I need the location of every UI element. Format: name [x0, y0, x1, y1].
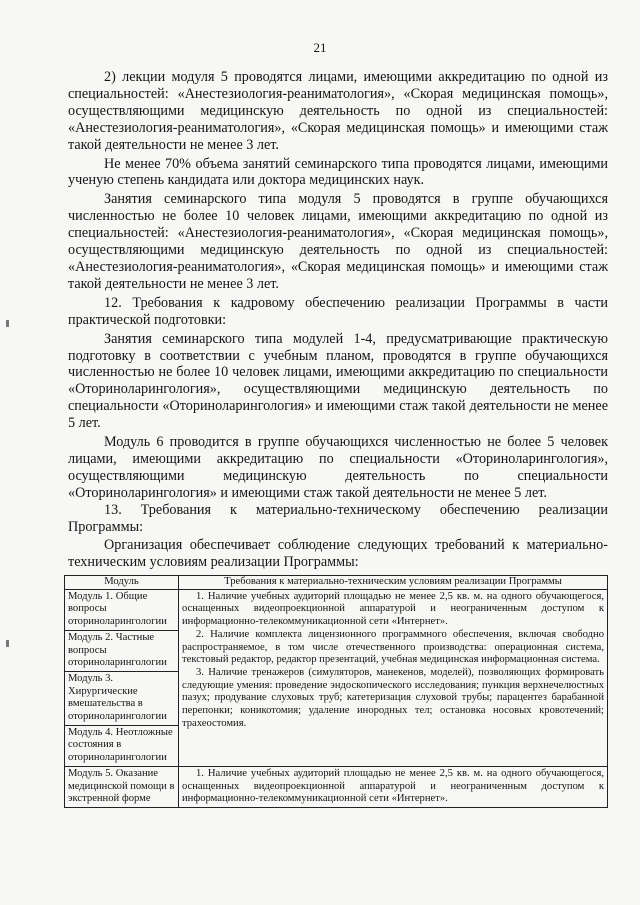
table-header-row — [65, 576, 608, 590]
module-4: Модуль 4. Неотложные состояния в оториноларингологии — [68, 726, 173, 764]
requirements-cell — [179, 589, 608, 766]
paragraph-lectures-module5: 2) лекции модуля 5 проводятся лицами, имеющими аккредитацию по одной из специальностей: «Анестезиология-реаниматология», «Скорая медицинская помощь», осуществляющими медицинскую деятельность по одной из специальностей: «Анестезиология-реаниматология», «Скорая медицинская помощь» и имеющими стаж такой деятельности не менее 3 лет. — [68, 69, 608, 153]
requirement-classrooms: 1. Наличие учебных аудиторий площадью не менее 2,5 кв. м. на одного обучающегося, оснащенных видеопроекционной аппаратурой и неограниченным доступом к информационно-телекоммуникационной сети «Интернет». — [182, 590, 604, 628]
paragraph-section-13-heading: 13. Требования к материально-техническому обеспечению реализации Программы: — [68, 501, 608, 535]
paragraph-module6: Модуль 6 проводится в группе обучающихся численностью не более 5 человек лицами, имеющими аккредитацию по специальности «Оториноларингология», осуществляющими медицинскую деятельность по специальности «Оториноларингология» и имеющими стаж такой деятельности не менее 5 лет. — [68, 434, 608, 501]
requirement-classrooms-module5: 1. Наличие учебных аудиторий площадью не менее 2,5 кв. м. на одного обучающегося, оснащенных видеопроекционной аппаратурой и неограниченным доступом к информационно-телекоммуникационной сети «Интернет». — [182, 767, 604, 805]
module-2: Модуль 2. Частные вопросы оториноларингологии — [65, 631, 178, 672]
module-cell — [65, 589, 179, 766]
page-number: 21 — [313, 40, 327, 55]
header-module: Модуль — [65, 576, 179, 590]
table-row — [65, 589, 608, 766]
module-1: Модуль 1. Общие вопросы оториноларингологии — [65, 590, 178, 631]
paragraph-seminar-modules1-4: Занятия семинарского типа модулей 1-4, предусматривающие практическую подготовку в соответствии с учебным планом, проводятся в группе обучающихся численностью не более 10 человек лицами, имеющими аккредитацию по специальности «Оториноларингология», осуществляющими медицинскую деятельность по специальности «Оториноларингология» и имеющими стаж такой деятельности не менее 5 лет. — [68, 330, 608, 432]
module-3: Модуль 3. Хирургические вмешательства в оториноларингологии — [65, 672, 178, 726]
requirement-software: 2. Наличие комплекта лицензионного программного обеспечения, включая свободно распространяемое, в том числе отечественного производства: операционная система, текстовый редактор, редактор презентаций, учебная медицинская информационная система. — [182, 628, 604, 666]
paragraph-section-12-heading: 12. Требования к кадровому обеспечению реализации Программы в части практической подготовки: — [68, 294, 608, 328]
header-requirements: Требования к материально-техническим условиям реализации Программы — [179, 576, 608, 590]
paragraph-organization-requirements: Организация обеспечивает соблюдение следующих требований к материально-техническим условиям реализации Программы: — [68, 537, 608, 571]
module-5: Модуль 5. Оказание медицинской помощи в экстренной форме — [65, 766, 179, 807]
requirements-cell-module5 — [179, 766, 608, 807]
table-row — [65, 766, 608, 807]
paragraph-seminar-module5: Занятия семинарского типа модуля 5 проводятся в группе обучающихся численностью не более 10 человек лицами, имеющими аккредитацию по одной из специальностей: «Анестезиология-реаниматология», «Скорая медицинская помощь», осуществляющими медицинскую деятельность по одной из специальностей: «Анестезиология-реаниматология», «Скорая медицинская помощь» и имеющими стаж такой деятельности не менее 3 лет. — [68, 191, 608, 292]
requirements-table — [64, 575, 608, 808]
paragraph-seminar-degree: Не менее 70% объема занятий семинарского типа проводятся лицами, имеющими ученую степень кандидата или доктора медицинских наук. — [68, 155, 608, 189]
requirement-simulators: 3. Наличие тренажеров (симуляторов, манекенов, моделей), позволяющих формировать следующие умения: проведение эндоскопического исследования; пункция верхнечелюстных пазух; продувание слуховых труб; катетеризация слуховой трубы; парацентез барабанной перепонки; коникотомия; удаление инородных тел; остановка носовых кровотечений; трахеостомия. — [182, 666, 604, 729]
body-text — [68, 69, 608, 571]
